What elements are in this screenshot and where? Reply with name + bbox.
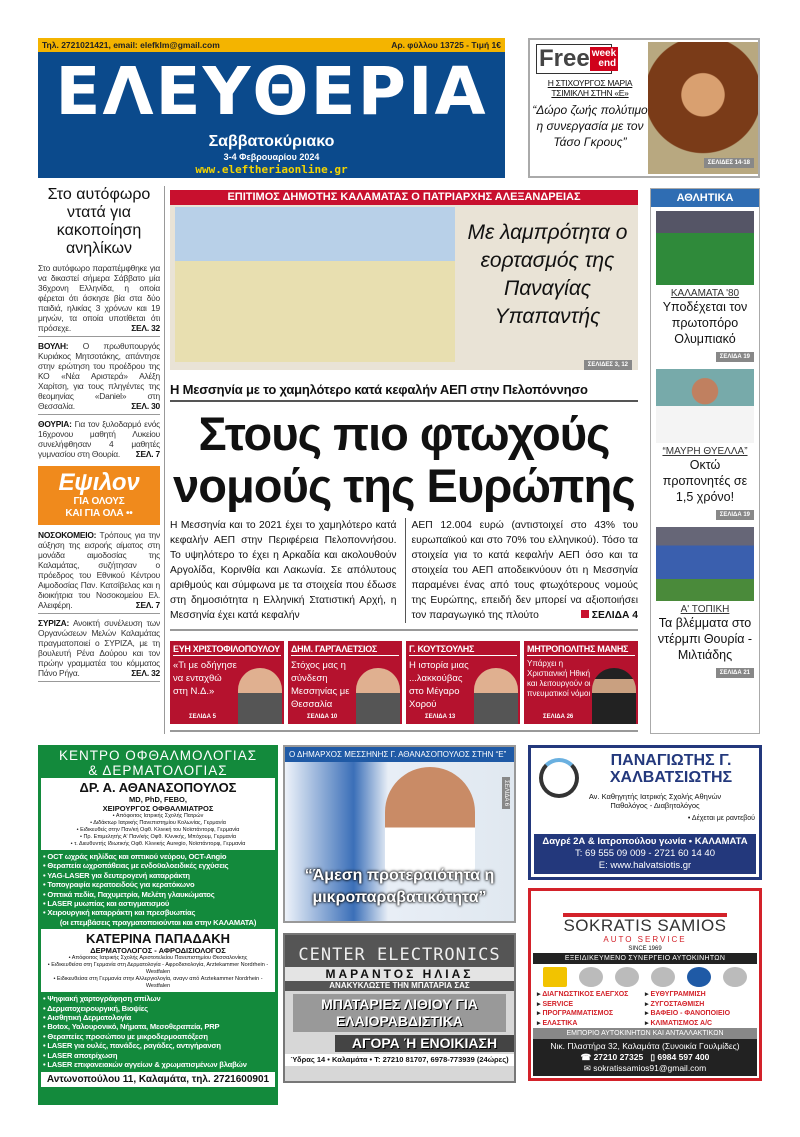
sports-column: [650, 188, 760, 734]
title-line2: & ΔΕΡΜΑΤΟΛΟΓΙΑΣ: [88, 763, 228, 778]
profile-quote: «Τι με οδήγησε να ενταχθώ στη Ν.Δ.»: [173, 660, 237, 697]
page-ref: ΣΕΛΙΔΑ 6: [502, 777, 510, 809]
profile-quote: Στόχος μας η σύνδεση Μεσσηνίας με Θεσσαλία: [291, 660, 350, 710]
page-ref: ΣΕΛΙΔΑ 10: [307, 714, 338, 720]
cv-line: • Πρ. Επιμελητής Α' Παν/κής Οφθ. Κλινικής, Μπόχουμ, Γερμανία: [79, 834, 236, 840]
sports-kicker: ΚΑΛΑΜΑΤΑ '80: [670, 288, 740, 299]
sports-title: Οκτώ προπονητές σε 1,5 χρόνο!: [662, 458, 748, 504]
brief-key: ΘΟΥΡΙΑ:: [38, 419, 72, 429]
main-story-body: [170, 518, 638, 631]
brief-text: Τρόπους για την αύξηση της εισροής αίματος στη μονάδα αιμοδοσίας της Καλαμάτας, συζήτησαν ο πρόεδρος του Εθνικού Κέντρου Αιμοδοσίας Παν. Κατσίβελας και η διοικήτρια του Νοσοκομείου Ελ. Αλειφέρη.: [38, 530, 160, 610]
kicker-line2: ΤΣΙΜΙΚΛΗ ΣΤΗΝ «Ε»: [551, 88, 629, 98]
match-photo: [656, 527, 754, 601]
page-ref: ΣΕΛ. 32: [131, 668, 160, 678]
brief-item[interactable]: [38, 618, 160, 682]
epsilon-title: Εψιλον: [58, 469, 140, 496]
contact-info: Τηλ. 2721021421, email: elefklm@gmail.com: [42, 40, 220, 50]
lead-text: Στο αυτόφωρο παραπέμφθηκε για να δικαστεί σήμερα Σάββατο μία 36χρονη Ελληνίδα, η οποία φέρεται ότι άσκησε βία στα δύο παιδιά, ηλικίας 3 χρόνων και 19 μηνών, τα οποία υποτίθεται ότι πρόσεχε.: [38, 263, 160, 333]
service-item: ▸ ΖΥΓΟΣΤΑΘΜΙΣΗ: [645, 1000, 753, 1010]
business-name: SOKRATIS SAMIOS: [563, 916, 727, 935]
cv-line: • Απόφοιτος Ιατρικής Σχολής Πατρών: [112, 813, 204, 819]
title-line1: ΚΕΝΤΡΟ ΟΦΘΑΛΜΟΛΟΓΙΑΣ: [58, 748, 258, 763]
main-subheadline: Η Μεσσηνία με το χαμηλότερο κατά κεφαλήν ΑΕΠ στην Πελοπόννησο: [170, 382, 638, 402]
coach-photo: [656, 369, 754, 443]
renault-logo-icon: [543, 967, 567, 987]
issue-date: 3-4 Φεβρουαρίου 2024: [223, 152, 320, 162]
page-ref: ΣΕΛ. 32: [131, 323, 160, 333]
business-mobile: ▯ 6984 597 400: [650, 1052, 710, 1062]
edition-label: Σαββατοκύριακο: [208, 133, 335, 150]
car-brand-logos: [533, 964, 757, 990]
dacia-logo-icon: [579, 967, 603, 987]
epsilon-line1: ΓΙΑ ΟΛΟΥΣ: [73, 496, 125, 507]
cv-line: • Απόφοιτος Ιατρικής Σχολής Αριστοτελείου Πανεπιστημίου Θεσσαλονίκης: [68, 955, 248, 962]
title-line1: Αν. Καθηγητής Ιατρικής Σχολής Αθηνών: [588, 792, 722, 801]
doctor-name: ΚΑΤΕΡΙΝΑ ΠΑΠΑΔΑΚΗ: [85, 931, 231, 947]
service-item: • LASER αποτρίχωση: [43, 1050, 118, 1060]
nissan-logo-icon: [723, 967, 747, 987]
profile-quote: Υπάρχει η Χριστιανική Ηθική και λειτουργούν οι πνευματικοί νόμοι: [527, 659, 591, 698]
service-item: • Οπτικά πεδία, Παχυμετρία, Μελέτη γλαυκώματος: [43, 889, 215, 899]
car-logo-icon: [563, 895, 727, 917]
cv-line: • τ. Διευθυντής Ιδιωτικής Οφθ. Κλινικής Auregio, Νοϊστάντορφ, Γερμανία: [70, 841, 246, 847]
cv-line: • Ειδικευθείς στην Παν/κή Οφθ. Κλινική του Νοϊστάντορφ, Γερμανία: [76, 827, 240, 833]
left-story-title[interactable]: Στο αυτόφωρο ντατά για κακοποίηση ανηλίκων: [47, 186, 151, 257]
business-phone: ☎ 27210 27325: [580, 1052, 644, 1062]
page-ref: ΣΕΛΙΔΑ 4: [581, 608, 638, 623]
vw-logo-icon: [687, 967, 711, 987]
profile-name: ΔΗΜ. ΓΑΡΓΑΛΕΤΣΙΟΣ: [291, 644, 399, 656]
service-item: • Τοπογραφία κερατοειδούς για κερατόκωνο: [43, 880, 195, 890]
service-item: • Botox, Υαλουρονικό, Νήματα, Μεσοθεραπεία, PRP: [43, 1022, 220, 1032]
sports-item[interactable]: [651, 365, 759, 523]
service-item: • Ψηφιακή χαρτογράφηση σπίλων: [43, 994, 161, 1004]
service-item: • LASER μυωπίας και αστιγματισμού: [43, 899, 170, 909]
specialty: ΕΞΕΙΔΙΚΕΥΜΕΝΟ ΣΥΝΕΡΓΕΙΟ ΑΥΤΟΚΙΝΗΤΩΝ: [533, 953, 757, 964]
service-item: ▸ ΕΥΘΥΓΡΑΜΜΙΣΗ: [645, 990, 753, 1000]
right-ads-column: [528, 745, 762, 1081]
contact-block: [533, 1039, 757, 1076]
owner-name: ΜΑΡΑΝΤΟΣ ΗΛΙΑΣ: [285, 967, 514, 981]
contact-strip: [38, 38, 505, 52]
trade-note: ΕΜΠΟΡΙΟ ΑΥΤΟΚΙΝΗΤΩΝ ΚΑΙ ΑΝΤΑΛΛΑΚΤΙΚΩΝ: [533, 1028, 757, 1039]
service-item: • LASER για ουλές, πανάδες, ραγάδες, αντιγήρανση: [43, 1041, 221, 1051]
masthead: [38, 38, 505, 178]
service-item: • LASER επιφανειακών αγγείων & χρωματισμένων βλαβών: [43, 1060, 247, 1070]
doctor-ad[interactable]: [528, 745, 762, 880]
appointment-note: • Δέχεται με ραντεβού: [687, 815, 755, 822]
page-ref: ΣΕΛ. 30: [131, 401, 160, 411]
brief-item[interactable]: [38, 530, 160, 614]
lead-title: Με λαμπρότητα ο εορτασμός της Παναγίας Υπαπαντής: [467, 221, 628, 328]
service-item: • Χειρουργική καταρράκτη και πρεσβυωπίας: [43, 908, 196, 918]
since-year: SINCE 1969: [628, 946, 662, 952]
page-ref: ΣΕΛ. 7: [135, 600, 160, 610]
profile-card[interactable]: [406, 641, 520, 724]
body-column-2: [405, 518, 639, 623]
page-ref: ΣΕΛΙΔΕΣ 3, 12: [584, 360, 632, 370]
column-divider: [164, 186, 165, 734]
service-item: • OCT ωχράς κηλίδας και οπτικού νεύρου, OCT-Angio: [43, 852, 227, 861]
ceremony-photo: [175, 207, 455, 362]
profile-name: ΕΥΗ ΧΡΙΣΤΟΦΙΛΟΠΟΥΛΟΥ: [173, 644, 280, 654]
recycle-note: ΑΝΑΚΥΚΛΩΣΤΕ ΤΗΝ ΜΠΑΤΑΡΙΑ ΣΑΣ: [285, 981, 514, 991]
doctor-address: Δαγρέ 2Α & Ιατροπούλου γωνία • ΚΑΛΑΜΑΤΑ: [542, 836, 748, 847]
cv-line: • Ειδικευθείσα στη Γερμανία στην Αλλεργιολογία, αναγν από Arztekammer Nordrhein - Westfalen: [53, 976, 263, 990]
service-item: • Αισθητική Δερματολογία: [43, 1013, 132, 1023]
sports-title: Τα βλέμματα στο ντέρμπι Θουρία - Μιλτιάδης: [657, 616, 753, 662]
left-story-lead: [38, 263, 160, 337]
eye-derm-clinic-ad[interactable]: [38, 745, 278, 1105]
clinic-address: Αντωνοπούλου 11, Καλαμάτα, τηλ. 2721600901: [41, 1072, 275, 1087]
brand-name: CENTER ELECTRONICS: [285, 935, 514, 967]
body-text: ΑΕΠ 12.004 ευρώ (αντιστοιχεί στο 43% του ευρωπαϊκού και στο 70% του ελληνικού). Τόσο τα στοιχεία για το κατά κεφαλήν ΑΕΠ όσο και τα στοιχεία του ΑΕΠ αποδεικνύουν ότι η Μεσσηνία παραμένει ένας από τους φτωχότερους νομούς της Ευρώπης, επειδή δεν μπορεί να αξιοποιήσει τον παραγωγικό της πλούτο: [411, 520, 638, 621]
brief-item[interactable]: [38, 341, 160, 415]
weekend-promo[interactable]: [528, 38, 760, 178]
battery-offer: ΜΠΑΤΑΡΙΕΣ ΛΙΘΙΟΥ ΓΙΑ ΕΛΑΙΟΡΑΒΔΙΣΤΙΚΑ: [293, 994, 506, 1032]
doctor-phone: Τ: 69 555 09 009 - 2721 60 14 40: [575, 848, 715, 859]
promo-quote: “Δώρο ζωής πολύτιμο η συνεργασία με τον Τάσο Γκρους”: [532, 103, 648, 149]
profile-quote: Η ιστορία μιας ...λακκούβας στο Μέγαρο Χορού: [409, 660, 469, 710]
page-ref: ΣΕΛΙΔΑ 13: [425, 714, 456, 720]
main-headline[interactable]: Στους πιο φτωχούς νομούς της Ευρώπης: [173, 407, 635, 512]
service-item: • YAG-LASER για δευτερογενή καταρράκτη: [43, 870, 190, 880]
lead-story[interactable]: [170, 205, 638, 370]
service-item: ▸ ΚΛΙΜΑΤΙΣΜΟΣ Α/C: [645, 1019, 753, 1029]
brief-text: Ο πρωθυπουργός Κυριάκος Μητσοτάκης, απάντησε στην ερώτηση του προέδρου της ΚΟ «Νέα Αριστερά» Αλέξη Χαρίτση, για τους πληγέντες της θεομηνίας «Daniel» στη Θεσσαλία.: [38, 341, 160, 411]
cv-line: • Ειδικευθείσα στη Γερμανία στη Δερματολογία - Αφροδισιολογία, Arztekammer Nordrhein - Westfalen: [47, 962, 269, 976]
doctor-role: ΔΕΡΜΑΤΟΛΟΓΟΣ - ΑΦΡΟΔΙΣΙΟΛΟΓΟΣ: [90, 946, 226, 956]
free-weekend-logo: [536, 44, 617, 74]
profile-name: ΜΗΤΡΟΠΟΛΙΤΗΣ ΜΑΝΗΣ: [527, 644, 635, 656]
page-ref: ΣΕΛΙΔΕΣ 14-18: [704, 158, 754, 168]
eye-services: [41, 850, 275, 929]
service-item: (οι επεμβάσεις πραγματοποιούνται και στην ΚΑΛΑΜΑΤΑ): [59, 917, 257, 927]
clinic-title: [41, 748, 275, 778]
service-list: [533, 990, 757, 1028]
doctor-name: ΔΡ. Α. ΑΘΑΝΑΣΟΠΟΥΛΟΣ: [79, 780, 237, 795]
logo-weekend: [590, 47, 618, 71]
auto-service-ad[interactable]: [528, 888, 762, 1081]
buy-rent: ΑΓΟΡΑ Ή ΕΝΟΙΚΙΑΣΗ: [335, 1035, 514, 1052]
team-photo: [656, 211, 754, 285]
profile-card[interactable]: [524, 641, 638, 724]
peugeot-logo-icon: [615, 967, 639, 987]
page-ref: ΣΕΛΙΔΑ 21: [716, 668, 754, 678]
logo-end: end: [598, 58, 617, 69]
service-item: • Δερματοχειρουργική, Βιοψίες: [43, 1003, 148, 1013]
electronics-ad[interactable]: [283, 933, 516, 1083]
brief-text: Ανοικτή συνέλευση των Οργανώσεων Μελών Καλαμάτας πραγματοποιεί ο ΣΥΡΙΖΑ, με τη βουλευτή Ρένα Δούρου και τον πρώην γραμματέα του κόμματος Πάνο Ρήγα.: [38, 618, 160, 678]
interview-teasers: [170, 641, 638, 732]
doctor-role: ΧΕΙΡΟΥΡΓΟΣ ΟΦΘΑΛΜΙΑΤΡΟΣ: [102, 804, 214, 813]
doctor-degrees: MD, PhD, FEBO,: [129, 795, 187, 804]
epsilon-promo[interactable]: [38, 466, 160, 525]
brief-key: ΒΟΥΛΗ:: [38, 341, 69, 351]
page-ref: ΣΕΛΙΔΑ 19: [716, 510, 754, 520]
mayor-interview[interactable]: [283, 745, 516, 923]
business-sub: AUTO SERVICE: [603, 935, 687, 944]
doctor-name: ΠΑΝΑΓΙΩΤΗΣ Γ. ΧΑΛΒΑΤΣΙΩΤΗΣ: [609, 752, 733, 786]
sports-kicker: Α' ΤΟΠΙΚΗ: [680, 604, 730, 615]
contact-block: [534, 834, 756, 874]
sports-header: ΑΘΛΗΤΙΚΑ: [651, 189, 759, 207]
derm-services: [41, 992, 275, 1071]
interviewee-photo: [648, 42, 758, 174]
business-email[interactable]: ✉ sokratissamios91@gmail.com: [583, 1063, 707, 1073]
sports-title: Υποδέχεται τον πρωτοπόρο Ολυμπιακό: [662, 300, 748, 346]
mayor-quote: “Άμεση προτεραιότητα η μικροπαραβατικότητα”: [304, 867, 495, 906]
main-story-area: [170, 382, 638, 732]
stethoscope-icon: [539, 758, 579, 798]
lead-banner: ΕΠΙΤΙΜΟΣ ΔΗΜΟΤΗΣ ΚΑΛΑΜΑΤΑΣ Ο ΠΑΤΡΙΑΡΧΗΣ ΑΛΕΞΑΝΔΡΕΙΑΣ: [170, 190, 638, 205]
page-ref: ΣΕΛΙΔΑ 19: [716, 352, 754, 362]
page-ref: ΣΕΛ. 7: [135, 449, 160, 459]
logo-free: Free: [539, 45, 590, 72]
profile-card[interactable]: [170, 641, 284, 724]
mayor-photo: [385, 767, 475, 877]
body-column-1: Η Μεσσηνία και το 2021 έχει το χαμηλότερο κατά κεφαλήν ΑΕΠ στην Περιφέρεια Πελοποννήσου. Το υψηλότερο το έχει η Αρκαδία και ακολουθούν Αργολίδα, Κορινθία και Λακωνία. Σε απόλυτους αριθμούς και σύμφωνα με τα στοιχεία που έδωσε στη δημοσιότητα η Ελληνική Στατιστική Αρχή, η Μεσσηνία έχει κατά κεφαλήν: [170, 520, 397, 621]
service-item: ▸ ΕΛΑΣΤΙΚΑ: [537, 1019, 645, 1029]
shop-contact: Ύδρας 14 • Καλαμάτα • Τ: 27210 81707, 6978-773939 (24ώρες): [285, 1054, 514, 1066]
newspaper-logo: ΕΛΕΥΘΕΡΙΑ: [55, 53, 488, 130]
title-line2: Παθολόγος - Διαβητολόγος: [610, 801, 700, 810]
website-link[interactable]: www.eleftheriaonline.gr: [195, 163, 348, 176]
doctor-1-box: [41, 778, 275, 850]
service-item: • Θεραπείες προσώπου με μικροδερμοαπόξεση: [43, 1031, 208, 1041]
sports-item[interactable]: [651, 207, 759, 365]
service-item: ▸ ΠΡΟΓΡΑΜΜΑΤΙΣΜΟΣ: [537, 1009, 645, 1019]
brief-key: ΝΟΣΟΚΟΜΕΙΟ:: [38, 530, 97, 540]
doctor-website[interactable]: E: www.halvatsiotis.gr: [598, 860, 692, 871]
sports-item[interactable]: [651, 523, 759, 681]
service-item: • Θεραπεία ωχροπάθειας με ενδοϋαλοειδικές εγχύσεις: [43, 861, 229, 871]
issue-price: Αρ. φύλλου 13725 - Τιμή 1€: [391, 40, 501, 50]
citroen-logo-icon: [651, 967, 675, 987]
page-ref: ΣΕΛΙΔΑ 5: [189, 714, 216, 720]
interview-header: Ο ΔΗΜΑΡΧΟΣ ΜΕΣΣΗΝΗΣ Γ. ΑΘΑΝΑΣΟΠΟΥΛΟΣ ΣΤΗΝ “Ε”: [285, 747, 514, 762]
sports-kicker: “ΜΑΥΡΗ ΘΥΕΛΛΑ”: [662, 446, 748, 457]
service-item: ▸ ΔΙΑΓΝΩΣΤΙΚΟΣ ΕΛΕΓΧΟΣ: [537, 990, 645, 1000]
left-news-column: [38, 186, 160, 686]
page-ref: ΣΕΛΙΔΑ 26: [543, 714, 574, 720]
brief-item[interactable]: [38, 419, 160, 462]
profile-name: Γ. ΚΟΥΤΣΟΥΛΗΣ: [409, 644, 517, 656]
profile-card[interactable]: [288, 641, 402, 724]
service-item: ▸ SERVICE: [537, 1000, 645, 1010]
business-address: Νικ. Πλαστήρα 32, Καλαμάτα (Συνοικία Γουλμίδες): [550, 1041, 740, 1051]
promo-kicker: [532, 78, 648, 98]
epsilon-line2: ΚΑΙ ΓΙΑ ΟΛΑ ••: [65, 508, 133, 519]
brief-key: ΣΥΡΙΖΑ:: [38, 618, 70, 628]
promo-text: [532, 78, 648, 150]
cv-line: • Διδάκτωρ Ιατρικής Πανεπιστημίου Κολωνίας, Γερμανία: [90, 820, 226, 826]
brief-text: Για τον ξυλοδαρμό ενός 16χρονου μαθητή Λυκείου συνελήφθησαν 4 μαθητές γυμνασίου στη Θουρία.: [38, 419, 160, 459]
service-item: ▸ ΒΑΦΕΙΟ - ΦΑΝΟΠΟΙΕΙΟ: [645, 1009, 753, 1019]
doctor-2-box: [41, 929, 275, 992]
doctor-titles: [555, 792, 755, 810]
kicker-line1: Η ΣΤΙΧΟΥΡΓΟΣ ΜΑΡΙΑ: [547, 78, 633, 88]
logo-week: week: [591, 48, 617, 59]
